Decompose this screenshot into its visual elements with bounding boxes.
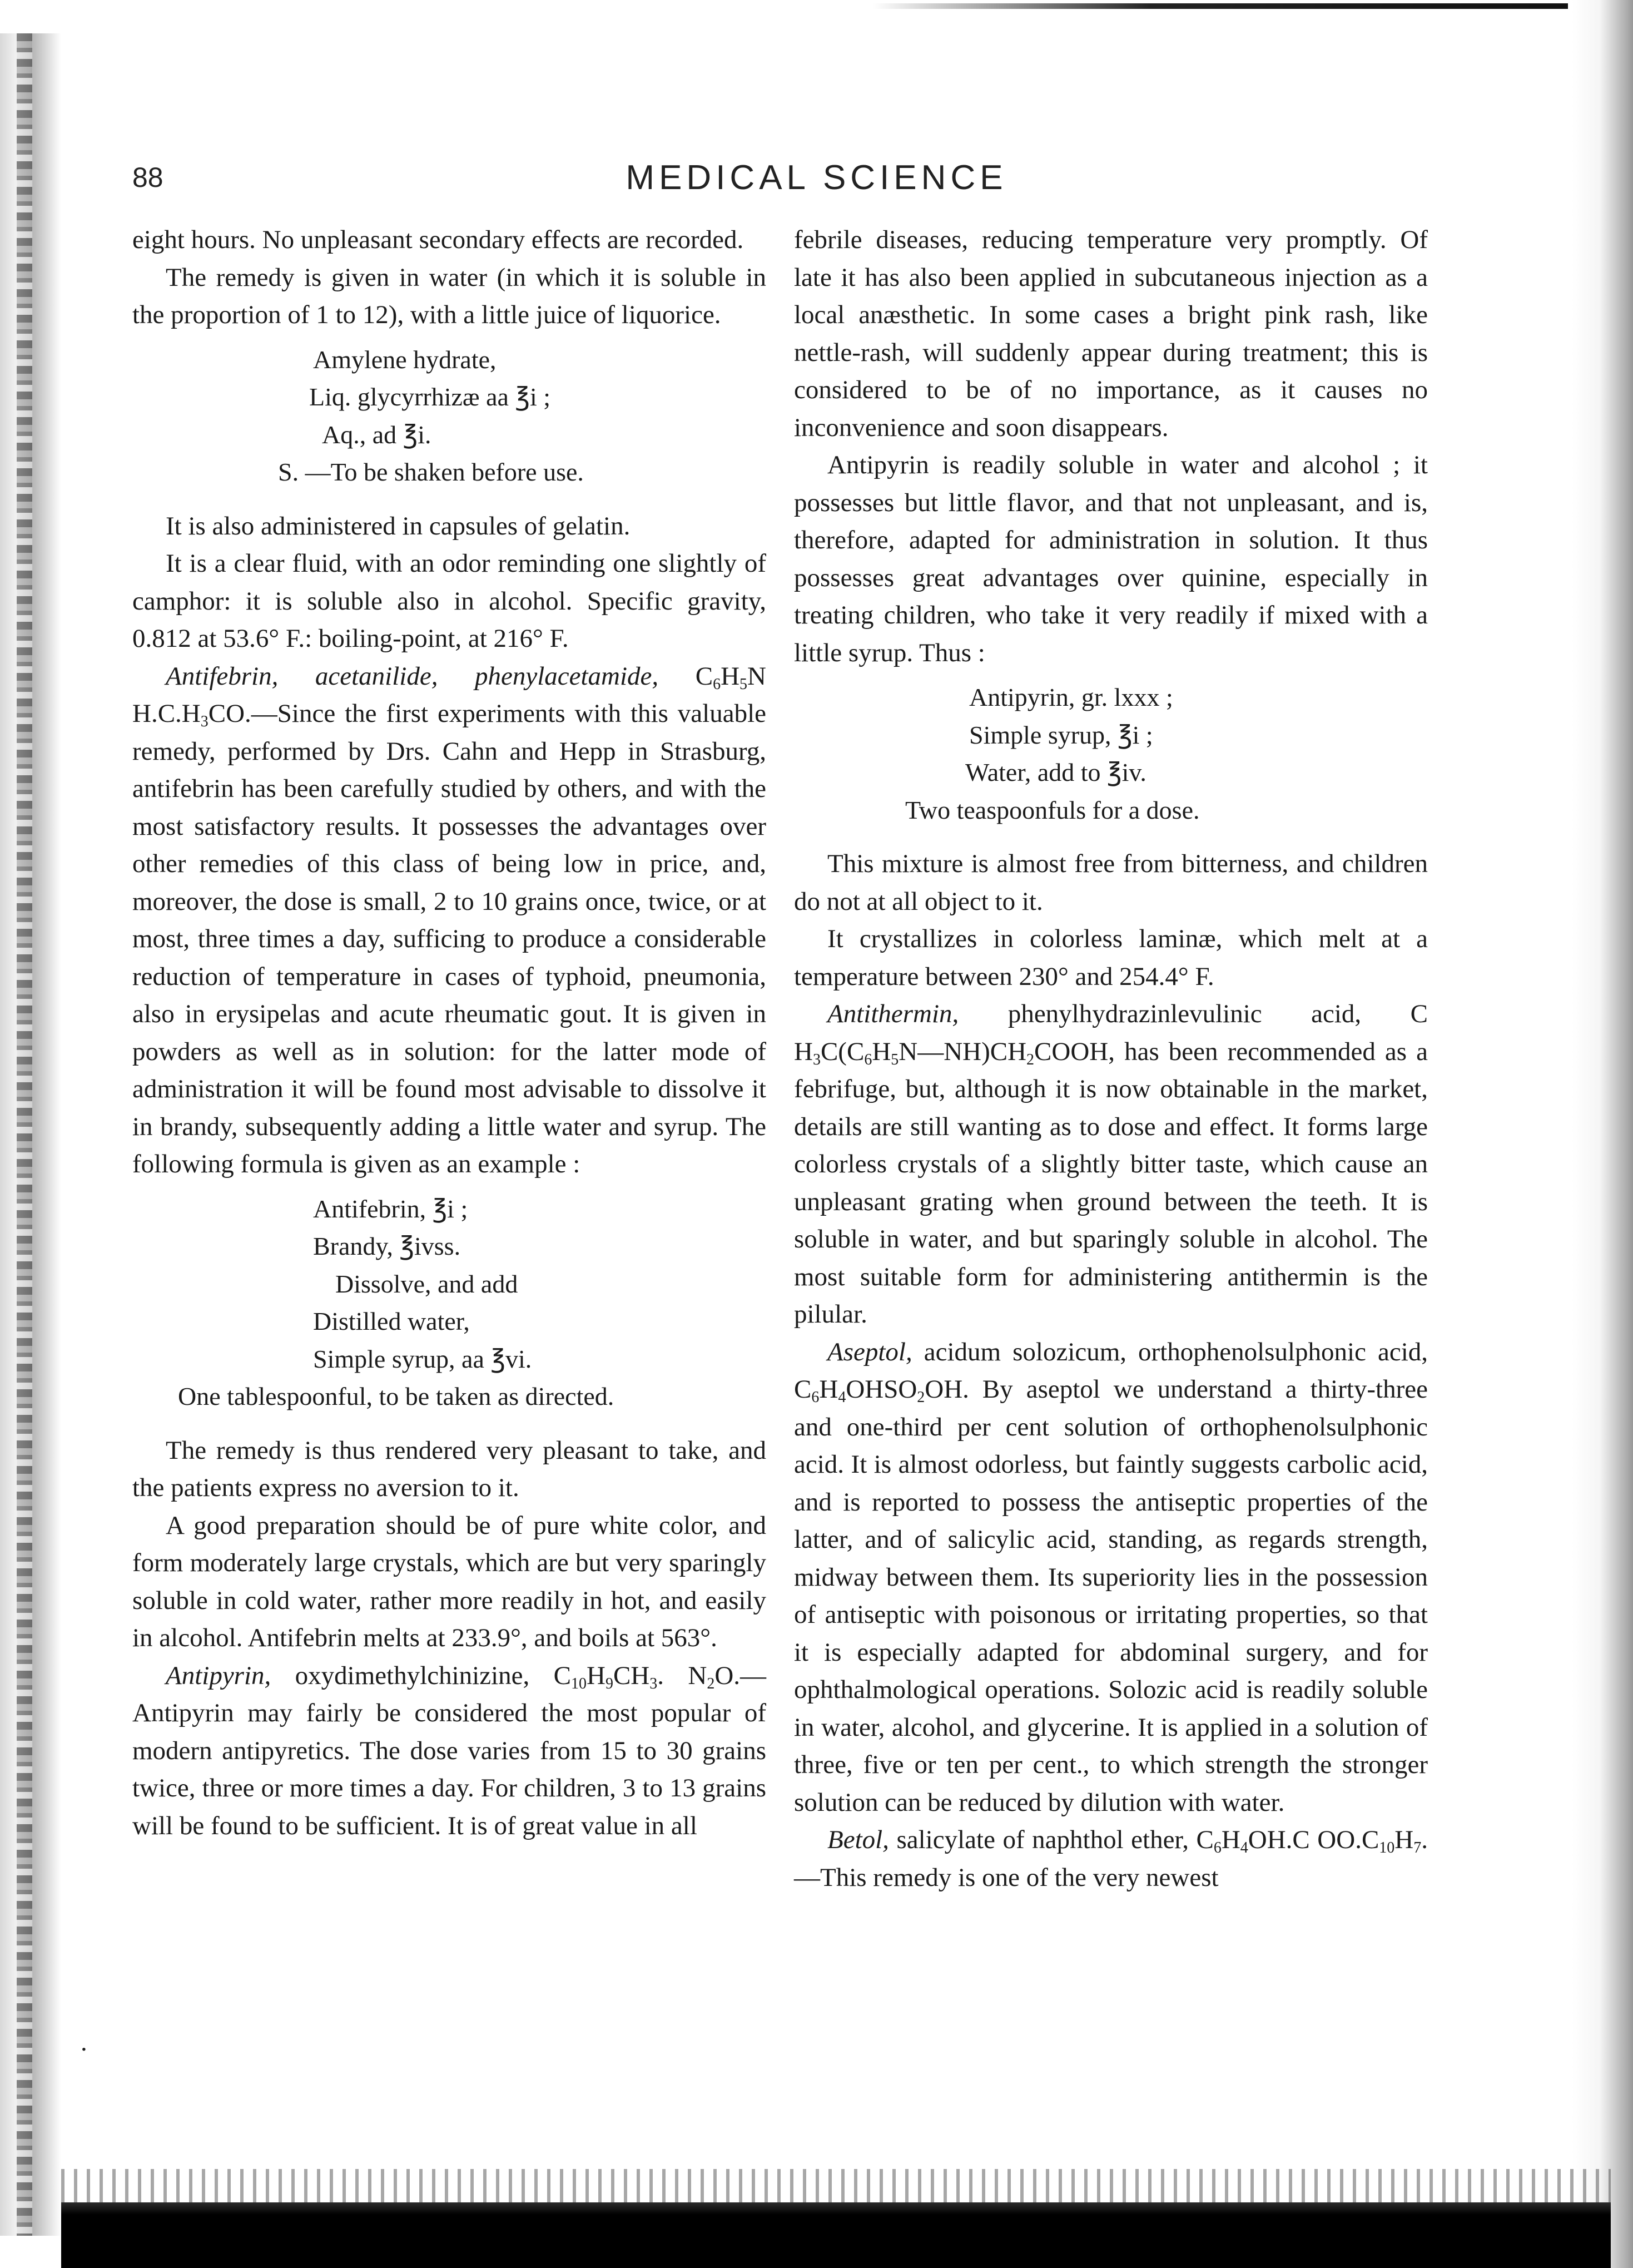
formula-text: H <box>1221 1825 1240 1854</box>
formula-text: acidum solozicum, orthophenolsulphonic acid, C <box>794 1337 1428 1404</box>
paragraph-capsules: It is also administered in capsules of gelatin. <box>166 511 631 541</box>
rx-line: Antipyrin, gr. lxxx ; <box>969 683 1173 711</box>
left-column <box>132 221 766 1845</box>
rx-line: Simple syrup, aa ℥vi. <box>313 1344 532 1373</box>
formula-text: CO. <box>208 699 251 728</box>
rx-line: S. —To be shaken before use. <box>278 458 584 486</box>
formula-text: salicylate of naphthol ether, C <box>896 1825 1214 1854</box>
formula-subscript: 6 <box>864 1051 872 1068</box>
formula-subscript: 3 <box>200 713 209 730</box>
scan-edge-right <box>1572 0 1633 2268</box>
prescription-antipyrin <box>794 679 1428 829</box>
formula-text: H <box>872 1037 891 1066</box>
paragraph-crystallizes: It crystallizes in colorless laminæ, which melt at a temperature between 230° and 254.4° F. <box>794 924 1428 991</box>
formula-subscript: 9 <box>605 1675 613 1692</box>
paragraph-properties: It is a clear fluid, with an odor reminding one slightly of camphor: it is soluble also in alcohol. Specific gravity, 0.812 at 53.6° F.: boiling-point, at 216° F. <box>132 549 766 653</box>
formula-text: phenylhydrazinlevulinic acid, C H <box>794 999 1428 1066</box>
formula-subscript: 4 <box>838 1389 846 1406</box>
formula-subscript: 2 <box>1026 1051 1035 1068</box>
rx-line: Simple syrup, ℥i ; <box>969 720 1153 749</box>
scan-top-rule <box>873 3 1568 9</box>
paragraph-continuation: eight hours. No unpleasant secondary effects are recorded. <box>132 225 744 254</box>
rx-line: One tablespoonful, to be taken as directed. <box>178 1382 614 1410</box>
formula-text: COOH, <box>1034 1037 1115 1066</box>
term-betol: Betol, <box>827 1825 889 1854</box>
formula-subscript: 3 <box>812 1051 821 1068</box>
paragraph-remedy-dosage: The remedy is given in water (in which it is soluble in the proportion of 1 to 12), with a little juice of liquorice. <box>132 263 766 329</box>
running-head: MEDICAL SCIENCE <box>626 159 1007 197</box>
formula-text: H <box>587 1661 605 1690</box>
paragraph-pleasant: The remedy is thus rendered very pleasant to take, and the patients express no aversion to it. <box>132 1435 766 1502</box>
term-antipyrin: Antipyrin, <box>166 1661 271 1690</box>
rx-line: Distilled water, <box>313 1307 470 1335</box>
formula-subscript: 6 <box>1213 1839 1222 1856</box>
rx-line: Two teaspoonfuls for a dose. <box>905 795 1200 824</box>
formula-subscript: 2 <box>917 1389 925 1406</box>
prescription-antifebrin <box>132 1190 766 1415</box>
formula-text: OH. <box>925 1375 969 1404</box>
page-number: 88 <box>132 162 163 193</box>
rx-line: Water, add to ℥iv. <box>965 758 1146 786</box>
formula-text: OHSO <box>846 1375 917 1404</box>
term-antithermin: Antithermin, <box>827 999 959 1028</box>
formula-text: H <box>1394 1825 1414 1854</box>
paragraph-antipyrin <box>132 1657 766 1845</box>
formula-subscript: 6 <box>811 1389 820 1406</box>
term-aseptol: Aseptol, <box>827 1337 912 1366</box>
formula-text: oxydimethylchinizine, C <box>295 1661 571 1690</box>
rx-line: Brandy, ℥ivss. <box>313 1232 461 1260</box>
rx-line: Aq., ad ℥i. <box>322 420 431 449</box>
paragraph-mixture: This mixture is almost free from bitterness, and children do not at all object to it. <box>794 849 1428 916</box>
formula-subscript: 2 <box>707 1675 715 1692</box>
formula-text: OH.C OO.C <box>1248 1825 1379 1854</box>
paragraph-body: —Since the first experiments with this valuable remedy, performed by Drs. Cahn and Hepp in Strasburg, antifebrin has been carefully studied by others, and with the most satisfactory results. It possesses the advantages over other remedies of this class of being low in price, and, moreover, the dose is small, 2 to 10 grains once, twice, or at most, three times a day, sufficing to produce a considerable reduction of temperature in cases of typhoid, pneumonia, also in erysipelas and acute rheumatic gout. It is given in powders as well as in solution: for the latter mode of administration it will be found most advisable to dissolve it in brandy, subsequently adding a little water and syrup. The following formula is given as an example : <box>132 699 766 1178</box>
paragraph-aseptol <box>794 1334 1428 1822</box>
scan-bottom-band <box>61 2202 1611 2268</box>
rx-line: Liq. glycyrrhizæ aa ℥i ; <box>309 383 551 411</box>
paragraph-antithermin <box>794 996 1428 1334</box>
paragraph-preparation: A good preparation should be of pure white color, and form moderately large crystals, which are but very sparingly soluble in cold water, rather more readily in hot, and easily in alcohol. Antifebrin melts at 233.9°, and boils at 563°. <box>132 1511 766 1652</box>
paragraph-body: By aseptol we understand a thirty-three and one-third per cent solution of orthophenolsulphonic acid. It is almost odorless, but faintly suggests carbolic acid, and is reported to possess the antiseptic properties of the latter, and of salicylic acid, standing, as regards strength, midway between them. Its superiority lies in the possession of antiseptic with poisonous or irritating properties, so that it is especially adapted for abdominal surgery, and for ophthalmological operations. Solozic acid is readily soluble in water, alcohol, and glycerine. It is applied in a solution of three, five or ten per cent., to which strength the stronger solution can be reduced by dilution with water. <box>794 1375 1428 1817</box>
formula-text: O. <box>714 1661 741 1690</box>
formula-subscript: 10 <box>1379 1839 1395 1856</box>
rx-line: Amylene hydrate, <box>313 345 497 374</box>
paragraph-solubility: Antipyrin is readily soluble in water and alcohol ; it possesses but little flavor, and that not unpleasant, and is, therefore, adapted for administration in solution. It thus possesses great advantages over quinine, especially in treating children, who take it very readily if mixed with a little syrup. Thus : <box>794 450 1428 667</box>
formula-subscript: 5 <box>891 1051 899 1068</box>
formula-subscript: 6 <box>713 675 721 693</box>
formula-text: N H.C.H <box>132 661 766 728</box>
formula-subscript: 5 <box>739 675 748 693</box>
paragraph-body: —Antipyrin may fairly be considered the most popular of modern antipyretics. The dose varies from 15 to 30 grains twice, three or more times a day. For children, 3 to 13 grains will be found to be sufficient. It is of great value in all <box>132 1661 767 1840</box>
paragraph-betol <box>794 1821 1428 1896</box>
paragraph-body: .—This remedy is one of the very newest <box>794 1825 1428 1892</box>
formula-text: CH <box>613 1661 650 1690</box>
formula-subscript: 3 <box>649 1675 658 1692</box>
formula-text: H <box>819 1375 838 1404</box>
formula-text: . N <box>657 1661 707 1690</box>
paragraph-continuation: febrile diseases, reducing temperature very promptly. Of late it has also been applied in subcutaneous injection as a local anæsthetic. In some cases a bright pink rash, like nettle-rash, will suddenly appear during treatment; this is considered to be of no importance, as it causes no inconvenience and soon disappears. <box>794 225 1428 442</box>
paragraph-antifebrin <box>132 658 766 1183</box>
right-column <box>794 221 1428 1896</box>
scan-edge-left <box>0 33 61 2236</box>
prescription-amylene <box>132 341 766 491</box>
formula-subscript: 4 <box>1240 1839 1248 1856</box>
term-antifebrin: Antifebrin, acetanilide, phenylacetamide, <box>166 661 659 691</box>
formula-subscript: 7 <box>1413 1839 1422 1856</box>
formula-text: N—NH)CH <box>899 1037 1027 1066</box>
formula-text: C <box>695 661 713 691</box>
paragraph-body: has been recommended as a febrifuge, but, although it is now obtainable in the market, details are still wanting as to dose and effect. It forms large colorless crystals of a slightly bitter taste, which cause an unpleasant grating when ground between the teeth. It is soluble in water, and but sparingly soluble in alcohol. The most suitable form for administering antithermin is the pilular. <box>794 1037 1428 1329</box>
stray-mark: . <box>81 2028 87 2057</box>
formula-text: C(C <box>820 1037 865 1066</box>
rx-line: Antifebrin, ℥i ; <box>313 1194 468 1223</box>
rx-line: Dissolve, and add <box>335 1269 518 1298</box>
formula-subscript: 10 <box>571 1675 587 1692</box>
formula-text: H <box>721 661 740 691</box>
